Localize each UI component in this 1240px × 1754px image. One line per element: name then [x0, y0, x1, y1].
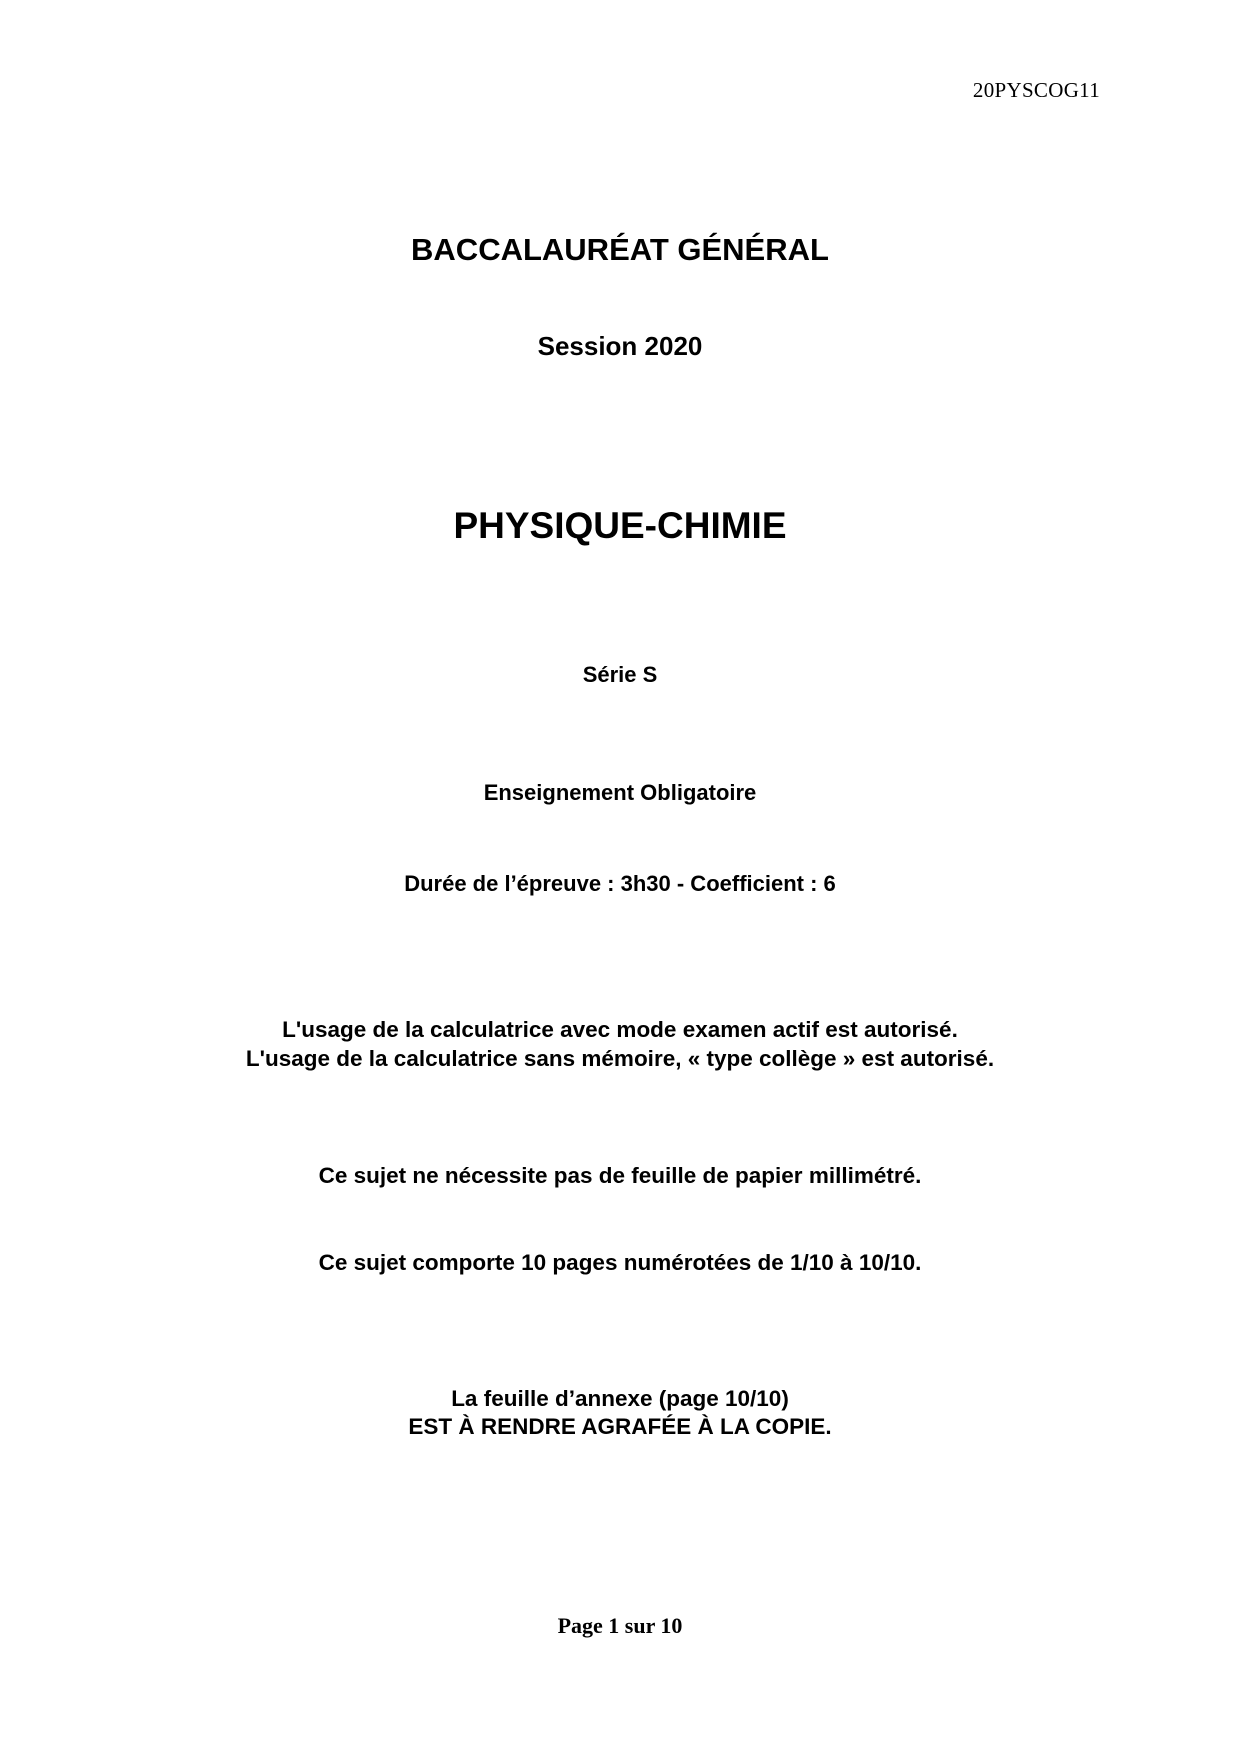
annexe-note: La feuille d’annexe (page 10/10): [451, 1386, 789, 1411]
serie-label: Série S: [582, 662, 658, 687]
subject-title: PHYSIQUE-CHIMIE: [453, 505, 787, 546]
page-number: Page 1 sur 10: [557, 1613, 683, 1638]
session-label: Session 2020: [537, 331, 703, 361]
enseignement-label: Enseignement Obligatoire: [483, 780, 757, 805]
duration-coefficient: Durée de l’épreuve : 3h30 - Coefficient : 6: [404, 871, 836, 896]
page-count-note: Ce sujet comporte 10 pages numérotées de 1/10 à 10/10.: [318, 1250, 922, 1275]
exam-title: BACCALAURÉAT GÉNÉRAL: [411, 232, 829, 267]
calculator-rule-1: L'usage de la calculatrice avec mode examen actif est autorisé.: [282, 1017, 958, 1042]
annexe-instruction: EST À RENDRE AGRAFÉE À LA COPIE.: [408, 1414, 832, 1439]
document-reference: 20PYSCOG11: [972, 78, 1100, 102]
calculator-rule-2: L'usage de la calculatrice sans mémoire, « type collège » est autorisé.: [245, 1046, 995, 1071]
graph-paper-note: Ce sujet ne nécessite pas de feuille de papier millimétré.: [318, 1163, 922, 1188]
